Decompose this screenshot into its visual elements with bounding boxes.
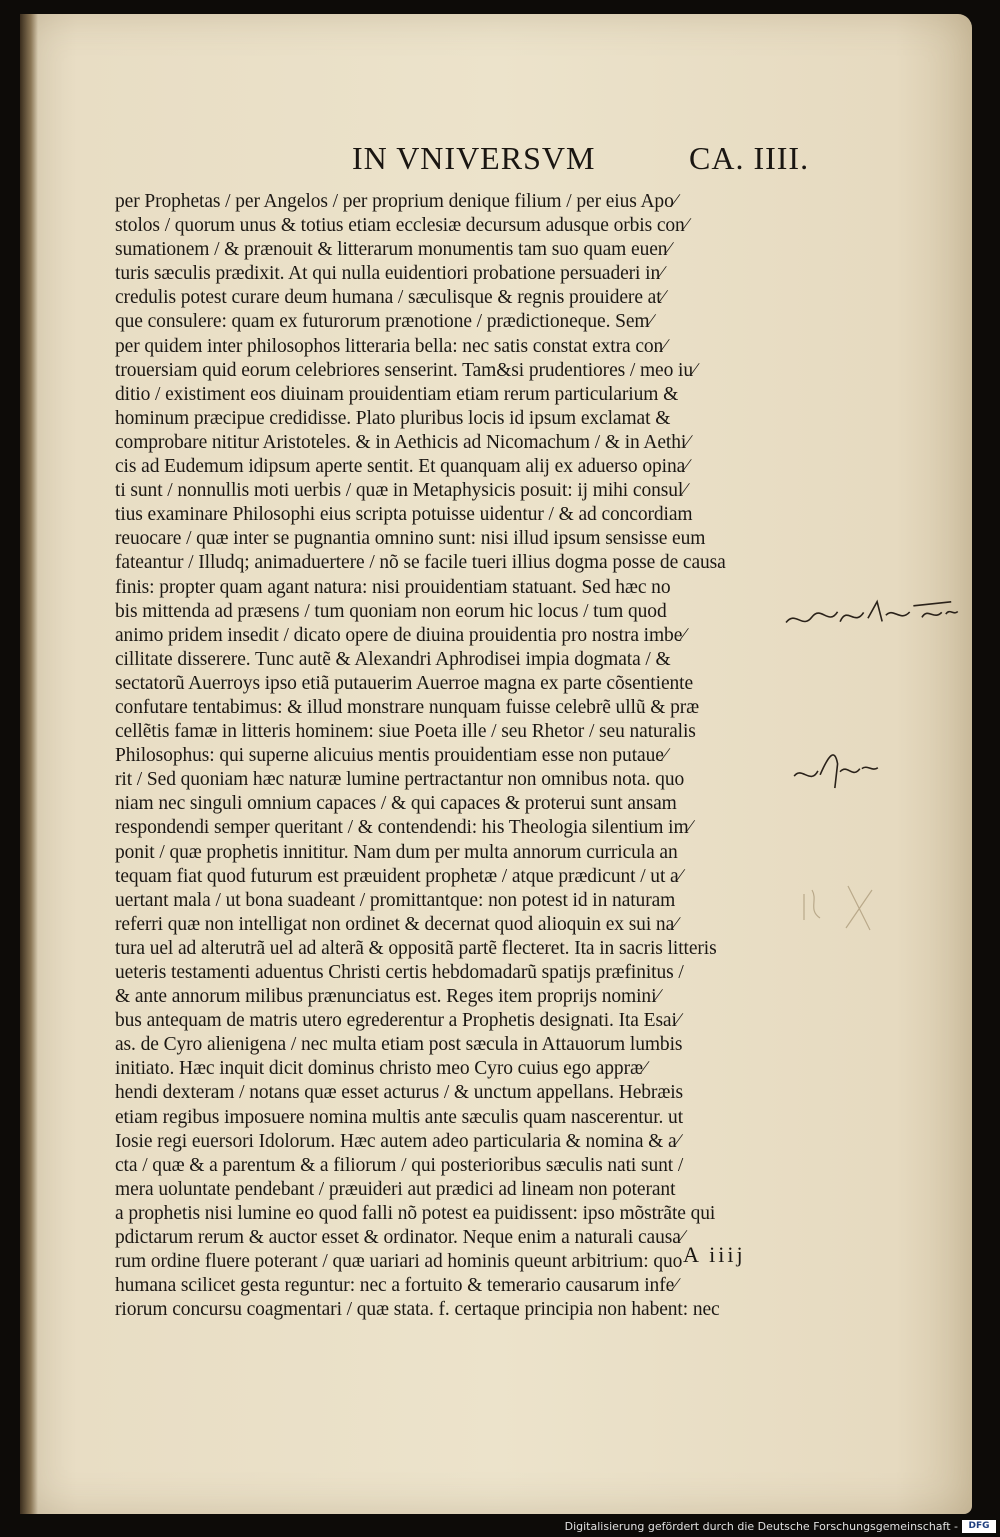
text-line: tius examinare Philosophi eius scripta potuisse uidentur / & ad concordiam [115, 504, 693, 526]
text-line: pdictarum rerum & auctor esset & ordinator. Neque enim a naturali causa∕ [115, 1227, 684, 1249]
text-line: confutare tentabimus: & illud monstrare nunquam fuisse celebrẽ ullũ & præ [115, 696, 700, 718]
text-line: comprobare nititur Aristoteles. & in Aethicis ad Nicomachum / & in Aethi∕ [115, 431, 690, 453]
text-line: & ante annorum milibus prænunciatus est. Reges item proprijs nomini∕ [115, 986, 660, 1008]
text-line: Iosie regi euersori Idolorum. Hæc autem adeo particularia & nomina & a∕ [115, 1130, 680, 1152]
text-line: ponit / quæ prophetis innititur. Nam dum per multa annorum curricula an [115, 841, 678, 863]
book-page [20, 14, 972, 1514]
text-line: as. de Cyro alienigena / nec multa etiam post sæcula in Attauorum lumbis [115, 1034, 683, 1056]
text-line: per Prophetas / per Angelos / per proprium denique filium / per eius Apo∕ [115, 191, 677, 212]
text-line: turis sæculis prædixit. At qui nulla euidentiori probatione persuaderi in∕ [115, 263, 664, 285]
text-line: niam nec singuli omnium capaces / & qui capaces & proterui sunt ansam [115, 793, 677, 815]
text-line: cis ad Eudemum idipsum aperte sentit. Et quanquam alij ex aduerso opina∕ [115, 456, 689, 478]
dfg-logo: DFG [962, 1520, 996, 1533]
text-line: hendi dexteram / notans quæ esset acturus / & unctum appellans. Hebræis [115, 1082, 684, 1104]
text-line: credulis potest curare deum humana / sæculisque & regnis prouidere at∕ [115, 287, 665, 309]
text-line: a prophetis nisi lumine eo quod falli nõ potest ea puidissent: ipso mõstrãte qui [115, 1202, 716, 1224]
text-line: sumationem / & prænouit & litterarum monumentis tam suo quam euen∕ [115, 239, 671, 261]
text-line: bus antequam de matris utero egrederentur a Prophetis designati. Ita Esai∕ [115, 1010, 680, 1032]
text-line: tura uel ad alterutrã uel ad alterã & oppositã partẽ flecteret. Ita in sacris litteris [115, 937, 717, 959]
footer-credit: Digitalisierung gefördert durch die Deutsche Forschungsgemeinschaft - [564, 1520, 958, 1533]
marginal-handwriting-2 [789, 742, 882, 803]
text-line: finis: propter quam agant natura: nisi prouidentiam statuant. Sed hæc no [115, 576, 671, 598]
text-line: tequam fiat quod futurum est præuident prophetæ / atque prædicunt / ut a∕ [115, 865, 682, 887]
text-line: cta / quæ & a parentum & a filiorum / qui posterioribus sæculis nati sunt / [115, 1154, 684, 1176]
text-line: fateantur / Illudq; animaduertere / nõ se facile tueri illius dogma posse de causa [115, 552, 726, 574]
text-line: mera uoluntate pendebant / præuideri aut prædici ad lineam non poterant [115, 1178, 676, 1200]
text-line: stolos / quorum unus & totius etiam ecclesiæ decursum adusque orbis con∕ [115, 215, 688, 237]
text-line: cellẽtis famæ in litteris hominem: siue Poeta ille / seu Rhetor / seu naturalis [115, 721, 696, 743]
running-title: IN VNIVERSVM [352, 140, 596, 176]
text-line: ti sunt / nonnullis moti uerbis / quæ in Metaphysicis posuit: ij mihi consul∕ [115, 480, 687, 502]
text-line: ditio / existiment eos diuinam prouidentiam etiam rerum particularium & [115, 383, 679, 405]
text-line: bis mittenda ad præsens / tum quoniam non eorum hic locus / tum quod [115, 600, 667, 622]
text-line: per quidem inter philosophos litteraria bella: nec satis constat extra con∕ [115, 335, 667, 357]
text-line: reuocare / quæ inter se pugnantia omnino sunt: nisi illud ipsum sensisse eum [115, 528, 706, 550]
text-line: referri quæ non intelligat non ordinet & decernat quod alioquin ex sui na∕ [115, 913, 678, 935]
text-line: trouersiam quid eorum celebriores senserint. Tam&si prudentiores / meo iu∕ [115, 359, 697, 381]
text-line: sectatorũ Auerroys ipso etiã putauerim Auerroe magna ex parte cõsentiente [115, 672, 694, 694]
text-line: etiam regibus imposuere nomina multis ante sæculis quam nascerentur. ut [115, 1106, 684, 1128]
running-header [20, 140, 972, 184]
marginal-handwriting-1 [781, 591, 963, 646]
text-line: respondendi semper queritant / & contendendi: his Theologia silentium im∕ [115, 817, 692, 839]
text-line: humana scilicet gesta reguntur: nec a fortuito & temerario causarum infe∕ [115, 1275, 678, 1297]
text-line: rum ordine fluere poterant / quæ uariari ad hominis queunt arbitrium: quo [115, 1251, 683, 1273]
text-line: hominum præcipue credidisse. Plato pluribus locis id ipsum exclamat & [115, 407, 671, 429]
text-line: riorum concursu coagmentari / quæ stata. f. certaque principia non habent: nec [115, 1299, 720, 1321]
text-line: que consulere: quam ex futurorum prænotione / prædictioneque. Sem∕ [115, 311, 653, 333]
footer-bar [0, 1517, 1000, 1537]
page-spine-shadow [20, 14, 38, 1514]
body-text [115, 190, 795, 1322]
text-line: animo pridem insedit / dicato opere de diuina prouidentia pro nostra imbe∕ [115, 624, 686, 646]
chapter-label: CA. IIII. [689, 140, 810, 176]
text-line: initiato. Hæc inquit dicit dominus christo meo Cyro cuius ego appræ∕ [115, 1058, 647, 1080]
text-line: ueteris testamenti aduentus Christi certis hebdomadarũ spatijs præfinitus / [115, 962, 684, 983]
text-line: rit / Sed quoniam hæc naturæ lumine pertractantur non omnibus nota. quo [115, 769, 685, 791]
faint-pencil-mark [798, 880, 888, 940]
text-line: Philosophus: qui superne alicuius mentis prouidentiam esse non putaue∕ [115, 745, 667, 767]
text-line: cillitate disserere. Tunc autẽ & Alexandri Aphrodisei impia dogmata / & [115, 648, 671, 670]
signature-mark: A iiij [683, 1242, 746, 1267]
text-line: uertant mala / ut bona suadeant / promittantque: non potest id in naturam [115, 889, 676, 911]
